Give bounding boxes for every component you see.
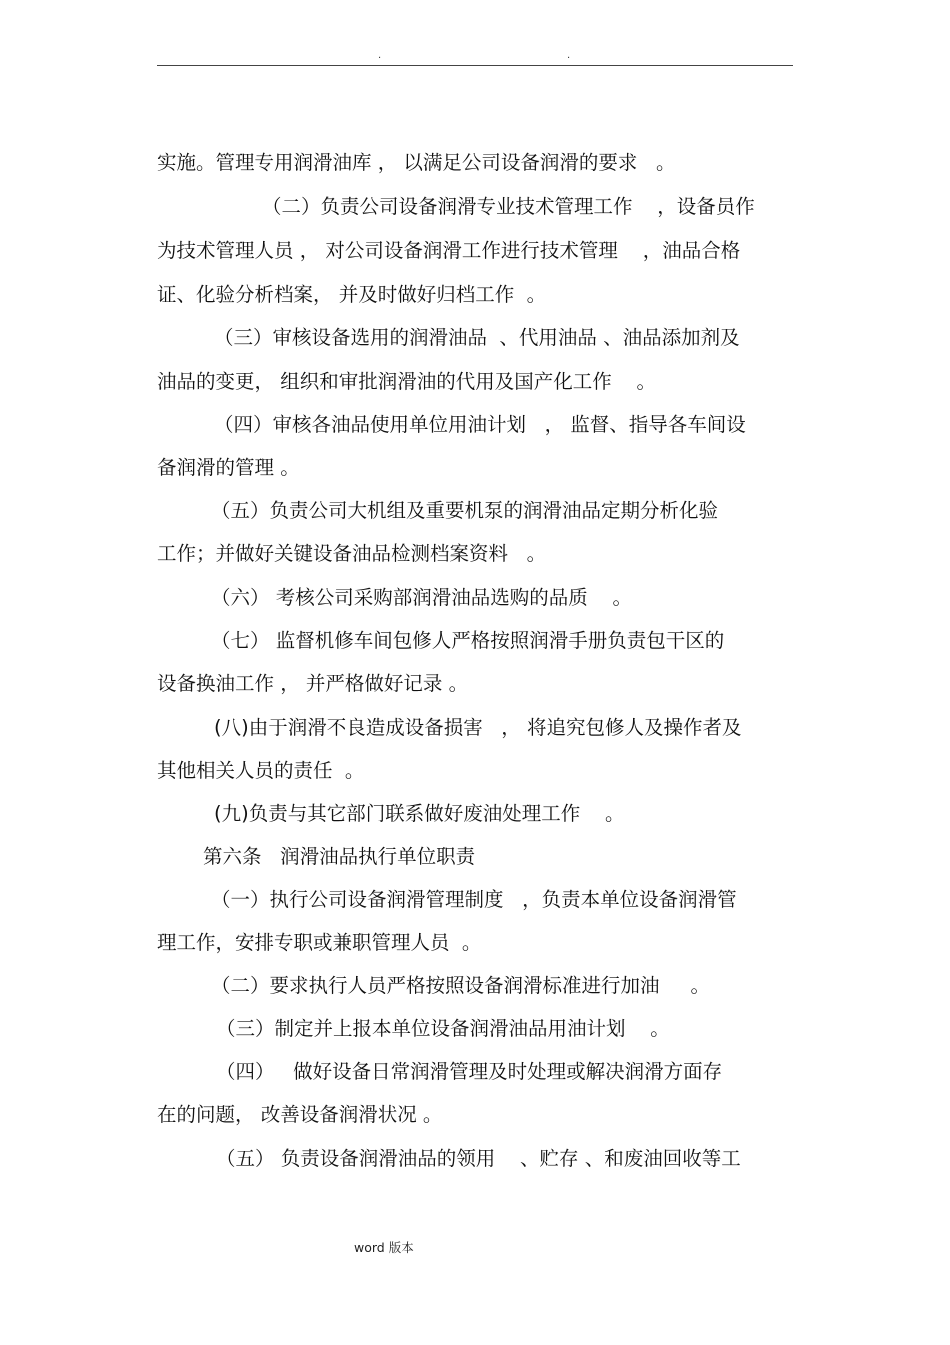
text-line: 为技术管理人员 ， 对公司设备润滑工作进行技术管理 ，油品合格 bbox=[157, 239, 741, 262]
article-heading: 第六条 润滑油品执行单位职责 bbox=[203, 845, 476, 868]
text-line: （二）要求执行人员严格按照设备润滑标准进行加油 。 bbox=[211, 974, 710, 997]
text-line: （四） 做好设备日常润滑管理及时处理或解决润滑方面存 bbox=[216, 1060, 723, 1083]
text-line: (九)负责与其它部门联系做好废油处理工作 。 bbox=[214, 802, 625, 825]
text-line: （三）制定并上报本单位设备润滑油品用油计划 。 bbox=[216, 1017, 670, 1040]
text-line: 工作；并做好关键设备油品检测档案资料 。 bbox=[157, 542, 547, 565]
text-line: （七） 监督机修车间包修人严格按照润滑手册负责包干区的 bbox=[211, 629, 725, 652]
text-line: 实施。管理专用润滑油库 ， 以满足公司设备润滑的要求 。 bbox=[157, 151, 676, 174]
text-line: （四）审核各油品使用单位用油计划 ， 监督、指导各车间设 bbox=[214, 413, 746, 436]
text-line: 在的问题， 改善设备润滑状况 。 bbox=[157, 1103, 443, 1126]
text-line: 证、化验分析档案， 并及时做好归档工作 。 bbox=[157, 283, 547, 306]
text-line: 备润滑的管理 。 bbox=[157, 456, 300, 479]
text-line: （六） 考核公司采购部润滑油品选购的品质 。 bbox=[211, 586, 632, 609]
page-footer: word 版本 bbox=[354, 1240, 414, 1255]
text-line: 理工作，安排专职或兼职管理人员 。 bbox=[157, 931, 482, 954]
text-line: 设备换油工作 ， 并严格做好记录 。 bbox=[157, 672, 469, 695]
text-line: （一）执行公司设备润滑管理制度 ，负责本单位设备润滑管 bbox=[211, 888, 737, 911]
text-line: 油品的变更， 组织和审批润滑油的代用及国产化工作 。 bbox=[157, 370, 656, 393]
text-line: （二）负责公司设备润滑专业技术管理工作 ，设备员作 bbox=[262, 195, 755, 218]
text-line: （三）审核设备选用的润滑油品 、代用油品 、油品添加剂及 bbox=[214, 326, 740, 349]
text-line: 其他相关人员的责任 。 bbox=[157, 759, 365, 782]
text-line: （五）负责公司大机组及重要机泵的润滑油品定期分析化验 bbox=[211, 499, 719, 522]
header-mark-left: . bbox=[378, 50, 382, 61]
text-line: （五） 负责设备润滑油品的领用 、贮存 、和废油回收等工 bbox=[216, 1147, 741, 1170]
text-line: (八)由于润滑不良造成设备损害 ， 将追究包修人及操作者及 bbox=[214, 716, 742, 739]
header-rule bbox=[157, 65, 793, 66]
header-mark-right: . bbox=[567, 50, 571, 61]
